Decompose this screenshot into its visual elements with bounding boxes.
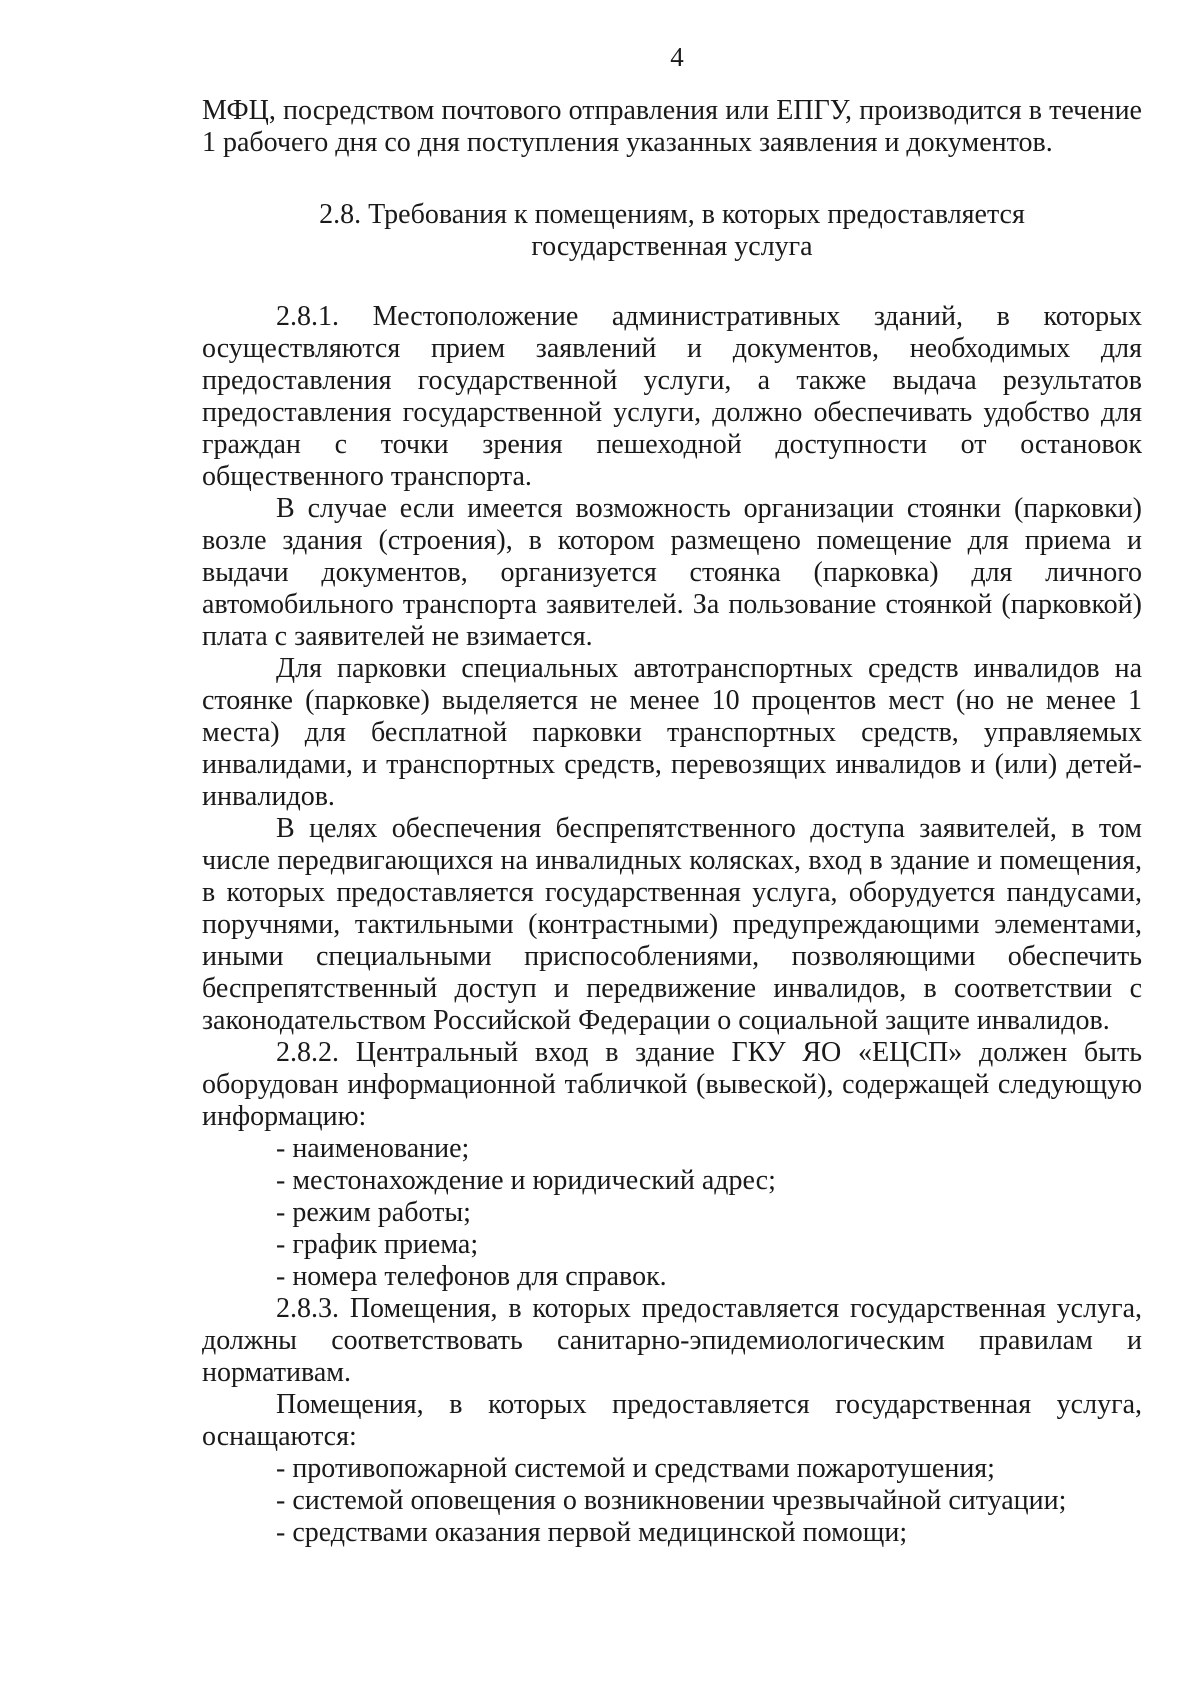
document-body [202,95,1142,1549]
paragraph-2-8-2: 2.8.2. Центральный вход в здание ГКУ ЯО «ЕЦСП» должен быть оборудован информационной табличкой (вывеской), содержащей следующую информацию: [202,1037,1142,1132]
paragraph-disabled-parking: Для парковки специальных автотранспортных средств инвалидов на стоянке (парковке) выделяется не менее 10 процентов мест (но не менее 1 места) для бесплатной парковки транспортных средств, управляемых инвалидами, и транспортных средств, перевозящих инвалидов и (или) детей-инвалидов. [202,653,1142,812]
paragraph-2-8-3: 2.8.3. Помещения, в которых предоставляется государственная услуга, должны соответствовать санитарно-эпидемиологическим правилам и нормативам. [202,1293,1142,1388]
signage-list-item: - местонахождение и юридический адрес; [276,1165,776,1196]
signage-list-item: - наименование; [276,1133,470,1164]
signage-list-item: - номера телефонов для справок. [276,1261,667,1292]
paragraph-accessibility: В целях обеспечения беспрепятственного доступа заявителей, в том числе передвигающихся на инвалидных колясках, вход в здание и помещения, в которых предоставляется государственная услуга, оборудуется пандусами, поручнями, тактильными (контрастными) предупреждающими элементами, иными специальными приспособлениями, позволяющими обеспечить беспрепятственный доступ и передвижение инвалидов, в соответствии с законодательством Российской Федерации о социальной защите инвалидов. [202,813,1142,1036]
section-heading-line-2: государственная услуга [531,231,813,262]
section-heading-line-1: 2.8. Требования к помещениям, в которых предоставляется [319,199,1025,230]
signage-list-item: - режим работы; [276,1197,471,1228]
paragraph-parking: В случае если имеется возможность организации стоянки (парковки) возле здания (строения), в котором размещено помещение для приема и выдачи документов, организуется стоянка (парковка) для личного автомобильного транспорта заявителей. За пользование стоянкой (парковкой) плата с заявителей не взимается. [202,493,1142,652]
paragraph-equipment: Помещения, в которых предоставляется государственная услуга, оснащаются: [202,1389,1142,1452]
intro-paragraph: МФЦ, посредством почтового отправления или ЕПГУ, производится в течение 1 рабочего дня со дня поступления указанных заявления и документов. [202,95,1142,158]
equipment-list-item: - средствами оказания первой медицинской помощи; [276,1517,908,1548]
section-heading [202,199,1142,263]
paragraph-2-8-1: 2.8.1. Местоположение административных зданий, в которых осуществляются прием заявлений и документов, необходимых для предоставления государственной услуги, а также выдача результатов предоставления государственной услуги, должно обеспечивать удобство для граждан с точки зрения пешеходной доступности от остановок общественного транспорта. [202,301,1142,492]
page-number: 4 [670,42,684,72]
signage-list-item: - график приема; [276,1229,479,1260]
equipment-list-item: - системой оповещения о возникновении чрезвычайной ситуации; [276,1485,1067,1516]
equipment-list-item: - противопожарной системой и средствами пожаротушения; [276,1453,995,1484]
